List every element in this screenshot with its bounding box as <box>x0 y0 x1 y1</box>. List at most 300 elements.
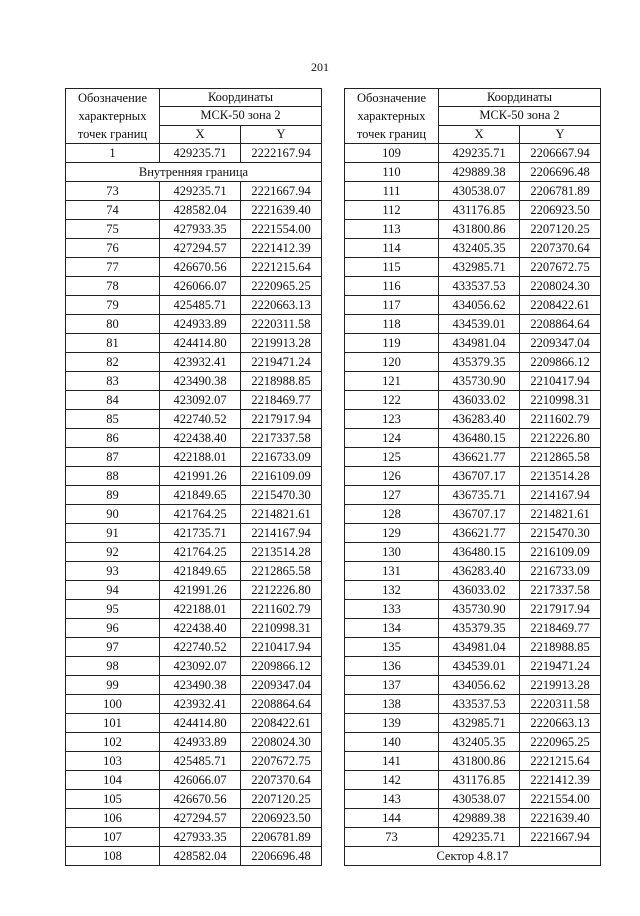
table-row <box>345 676 601 695</box>
table-row <box>345 809 601 828</box>
header-row <box>66 89 322 107</box>
table-row <box>66 543 322 562</box>
x-coordinate-cell: 431176.85 <box>439 201 520 220</box>
x-coordinate-cell: 429235.71 <box>160 182 241 201</box>
x-coordinate-cell: 421991.26 <box>160 467 241 486</box>
table-row <box>345 638 601 657</box>
table-row <box>345 695 601 714</box>
x-coordinate-cell: 435730.90 <box>439 600 520 619</box>
point-number-cell: 81 <box>66 334 160 353</box>
table-row <box>345 239 601 258</box>
table-row <box>345 733 601 752</box>
x-coordinate-cell: 434056.62 <box>439 296 520 315</box>
table-row <box>345 828 601 847</box>
table-row <box>345 448 601 467</box>
table-row <box>66 505 322 524</box>
table-row <box>66 619 322 638</box>
col-y-header: Y <box>520 125 601 143</box>
x-coordinate-cell: 436283.40 <box>439 562 520 581</box>
y-coordinate-cell: 2221412.39 <box>241 239 322 258</box>
point-number-cell: 82 <box>66 353 160 372</box>
y-coordinate-cell: 2214821.61 <box>241 505 322 524</box>
y-coordinate-cell: 2220965.25 <box>241 277 322 296</box>
table-row <box>66 372 322 391</box>
point-number-cell: 86 <box>66 429 160 448</box>
y-coordinate-cell: 2220663.13 <box>520 714 601 733</box>
table-row <box>345 657 601 676</box>
point-number-cell: 83 <box>66 372 160 391</box>
point-number-cell: 131 <box>345 562 439 581</box>
x-coordinate-cell: 436707.17 <box>439 505 520 524</box>
point-number-cell: 129 <box>345 524 439 543</box>
header-row <box>345 89 601 107</box>
y-coordinate-cell: 2220663.13 <box>241 296 322 315</box>
x-coordinate-cell: 430538.07 <box>439 790 520 809</box>
x-coordinate-cell: 425485.71 <box>160 752 241 771</box>
y-coordinate-cell: 2221412.39 <box>520 771 601 790</box>
point-number-cell: 126 <box>345 467 439 486</box>
y-coordinate-cell: 2211602.79 <box>241 600 322 619</box>
y-coordinate-cell: 2217337.58 <box>520 581 601 600</box>
y-coordinate-cell: 2216109.09 <box>241 467 322 486</box>
y-coordinate-cell: 2206696.48 <box>241 847 322 866</box>
point-number-cell: 143 <box>345 790 439 809</box>
point-number-cell: 115 <box>345 258 439 277</box>
point-number-cell: 122 <box>345 391 439 410</box>
x-coordinate-cell: 436621.77 <box>439 448 520 467</box>
point-number-cell: 96 <box>66 619 160 638</box>
x-coordinate-cell: 422188.01 <box>160 600 241 619</box>
x-coordinate-cell: 429235.71 <box>439 144 520 163</box>
point-number-cell: 97 <box>66 638 160 657</box>
point-number-cell: 79 <box>66 296 160 315</box>
y-coordinate-cell: 2208864.64 <box>241 695 322 714</box>
col-y-header: Y <box>241 125 322 143</box>
x-coordinate-cell: 422740.52 <box>160 638 241 657</box>
y-coordinate-cell: 2208422.61 <box>520 296 601 315</box>
y-coordinate-cell: 2217337.58 <box>241 429 322 448</box>
x-coordinate-cell: 423490.38 <box>160 676 241 695</box>
x-coordinate-cell: 422188.01 <box>160 448 241 467</box>
y-coordinate-cell: 2207672.75 <box>241 752 322 771</box>
coordinates-table-right <box>344 88 601 866</box>
y-coordinate-cell: 2216733.09 <box>241 448 322 467</box>
y-coordinate-cell: 2208024.30 <box>520 277 601 296</box>
x-coordinate-cell: 421849.65 <box>160 562 241 581</box>
y-coordinate-cell: 2216109.09 <box>520 543 601 562</box>
x-coordinate-cell: 431176.85 <box>439 771 520 790</box>
point-number-cell: 113 <box>345 220 439 239</box>
x-coordinate-cell: 432985.71 <box>439 258 520 277</box>
point-number-cell: 112 <box>345 201 439 220</box>
x-coordinate-cell: 436735.71 <box>439 486 520 505</box>
table-row <box>345 486 601 505</box>
x-coordinate-cell: 434981.04 <box>439 638 520 657</box>
coords-title-line: Координаты <box>160 89 322 107</box>
y-coordinate-cell: 2220311.58 <box>241 315 322 334</box>
table-row <box>66 429 322 448</box>
y-coordinate-cell: 2207370.64 <box>241 771 322 790</box>
y-coordinate-cell: 2213514.28 <box>241 543 322 562</box>
table-row <box>345 277 601 296</box>
table-row <box>66 201 322 220</box>
point-number-cell: 106 <box>66 809 160 828</box>
x-coordinate-cell: 433537.53 <box>439 695 520 714</box>
y-coordinate-cell: 2208864.64 <box>520 315 601 334</box>
point-label-line: характерных <box>357 109 426 123</box>
table-row <box>66 790 322 809</box>
y-coordinate-cell: 2220965.25 <box>520 733 601 752</box>
point-number-cell: 130 <box>345 543 439 562</box>
table-row <box>66 847 322 866</box>
x-coordinate-cell: 435379.35 <box>439 353 520 372</box>
y-coordinate-cell: 2209347.04 <box>241 676 322 695</box>
point-number-cell: 136 <box>345 657 439 676</box>
table-row <box>66 809 322 828</box>
x-coordinate-cell: 433537.53 <box>439 277 520 296</box>
table-row <box>66 315 322 334</box>
point-number-cell: 135 <box>345 638 439 657</box>
table-row <box>345 258 601 277</box>
x-coordinate-cell: 423092.07 <box>160 391 241 410</box>
point-number-cell: 137 <box>345 676 439 695</box>
point-number-cell: 75 <box>66 220 160 239</box>
table-row <box>345 600 601 619</box>
table-row <box>345 524 601 543</box>
col-x-header: X <box>160 125 241 143</box>
col-x-header: X <box>439 125 520 143</box>
section-title: Сектор 4.8.17 <box>345 847 601 866</box>
point-number-cell: 100 <box>66 695 160 714</box>
x-coordinate-cell: 434981.04 <box>439 334 520 353</box>
x-coordinate-cell: 428582.04 <box>160 201 241 220</box>
point-number-cell: 127 <box>345 486 439 505</box>
y-coordinate-cell: 2212865.58 <box>241 562 322 581</box>
table-row <box>66 752 322 771</box>
point-number-cell: 73 <box>66 182 160 201</box>
point-number-cell: 132 <box>345 581 439 600</box>
point-label-line: точек границ <box>77 127 148 141</box>
y-coordinate-cell: 2221215.64 <box>241 258 322 277</box>
point-number-cell: 78 <box>66 277 160 296</box>
y-coordinate-cell: 2218988.85 <box>241 372 322 391</box>
point-label-header <box>345 89 439 144</box>
table-row <box>345 467 601 486</box>
point-number-cell: 87 <box>66 448 160 467</box>
point-number-cell: 91 <box>66 524 160 543</box>
y-coordinate-cell: 2209866.12 <box>520 353 601 372</box>
table-row <box>66 353 322 372</box>
x-coordinate-cell: 431800.86 <box>439 752 520 771</box>
y-coordinate-cell: 2219913.28 <box>241 334 322 353</box>
y-coordinate-cell: 2206781.89 <box>520 182 601 201</box>
point-number-cell: 114 <box>345 239 439 258</box>
table-row <box>66 524 322 543</box>
point-number-cell: 90 <box>66 505 160 524</box>
x-coordinate-cell: 426066.07 <box>160 277 241 296</box>
x-coordinate-cell: 421849.65 <box>160 486 241 505</box>
table-row <box>66 486 322 505</box>
y-coordinate-cell: 2219471.24 <box>241 353 322 372</box>
table-row <box>66 733 322 752</box>
x-coordinate-cell: 435730.90 <box>439 372 520 391</box>
coords-title-line: МСК-50 зона 2 <box>160 107 322 125</box>
x-coordinate-cell: 431800.86 <box>439 220 520 239</box>
section-row <box>66 163 322 182</box>
table-row <box>345 372 601 391</box>
x-coordinate-cell: 424933.89 <box>160 315 241 334</box>
x-coordinate-cell: 426066.07 <box>160 771 241 790</box>
y-coordinate-cell: 2206923.50 <box>241 809 322 828</box>
y-coordinate-cell: 2221667.94 <box>241 182 322 201</box>
point-number-cell: 95 <box>66 600 160 619</box>
x-coordinate-cell: 429235.71 <box>439 828 520 847</box>
table-row <box>66 410 322 429</box>
y-coordinate-cell: 2208024.30 <box>241 733 322 752</box>
point-number-cell: 138 <box>345 695 439 714</box>
coords-title-line: Координаты <box>439 89 601 107</box>
table-row <box>66 467 322 486</box>
y-coordinate-cell: 2218469.77 <box>241 391 322 410</box>
point-number-cell: 111 <box>345 182 439 201</box>
point-label-line: Обозначение <box>77 91 148 105</box>
point-number-cell: 85 <box>66 410 160 429</box>
point-number-cell: 101 <box>66 714 160 733</box>
y-coordinate-cell: 2209347.04 <box>520 334 601 353</box>
table-row <box>345 410 601 429</box>
x-coordinate-cell: 421764.25 <box>160 543 241 562</box>
x-coordinate-cell: 422438.40 <box>160 429 241 448</box>
point-number-cell: 74 <box>66 201 160 220</box>
y-coordinate-cell: 2207120.25 <box>520 220 601 239</box>
x-coordinate-cell: 436707.17 <box>439 467 520 486</box>
point-number-cell: 119 <box>345 334 439 353</box>
table-row <box>66 448 322 467</box>
x-coordinate-cell: 428582.04 <box>160 847 241 866</box>
x-coordinate-cell: 429889.38 <box>439 163 520 182</box>
table-row <box>345 315 601 334</box>
x-coordinate-cell: 423490.38 <box>160 372 241 391</box>
point-label-header <box>66 89 160 144</box>
point-number-cell: 105 <box>66 790 160 809</box>
point-label-line: Обозначение <box>356 91 427 105</box>
table-row <box>66 182 322 201</box>
point-number-cell: 98 <box>66 657 160 676</box>
y-coordinate-cell: 2218988.85 <box>520 638 601 657</box>
y-coordinate-cell: 2216733.09 <box>520 562 601 581</box>
point-number-cell: 139 <box>345 714 439 733</box>
x-coordinate-cell: 422740.52 <box>160 410 241 429</box>
table-row <box>66 695 322 714</box>
x-coordinate-cell: 422438.40 <box>160 619 241 638</box>
point-number-cell: 104 <box>66 771 160 790</box>
table-row <box>66 714 322 733</box>
y-coordinate-cell: 2220311.58 <box>520 695 601 714</box>
point-number-cell: 94 <box>66 581 160 600</box>
x-coordinate-cell: 436621.77 <box>439 524 520 543</box>
table-row <box>66 239 322 258</box>
table-row <box>345 543 601 562</box>
table-row <box>345 581 601 600</box>
y-coordinate-cell: 2217917.94 <box>241 410 322 429</box>
point-number-cell: 103 <box>66 752 160 771</box>
section-title: Внутренняя граница <box>66 163 322 182</box>
table-row <box>345 391 601 410</box>
point-number-cell: 117 <box>345 296 439 315</box>
x-coordinate-cell: 426670.56 <box>160 258 241 277</box>
y-coordinate-cell: 2210417.94 <box>241 638 322 657</box>
point-number-cell: 142 <box>345 771 439 790</box>
x-coordinate-cell: 421735.71 <box>160 524 241 543</box>
x-coordinate-cell: 423932.41 <box>160 695 241 714</box>
x-coordinate-cell: 429235.71 <box>160 144 241 163</box>
y-coordinate-cell: 2212865.58 <box>520 448 601 467</box>
table-row <box>66 676 322 695</box>
x-coordinate-cell: 434539.01 <box>439 315 520 334</box>
coordinates-table-left <box>65 88 322 866</box>
table-row <box>345 771 601 790</box>
table-row <box>345 752 601 771</box>
table-row <box>345 562 601 581</box>
point-number-cell: 140 <box>345 733 439 752</box>
x-coordinate-cell: 436033.02 <box>439 391 520 410</box>
y-coordinate-cell: 2221667.94 <box>520 828 601 847</box>
y-coordinate-cell: 2208422.61 <box>241 714 322 733</box>
table-row <box>345 505 601 524</box>
table-row <box>345 182 601 201</box>
point-number-cell: 107 <box>66 828 160 847</box>
y-coordinate-cell: 2218469.77 <box>520 619 601 638</box>
y-coordinate-cell: 2210417.94 <box>520 372 601 391</box>
x-coordinate-cell: 423932.41 <box>160 353 241 372</box>
y-coordinate-cell: 2211602.79 <box>520 410 601 429</box>
point-label-line: точек границ <box>356 127 427 141</box>
y-coordinate-cell: 2206923.50 <box>520 201 601 220</box>
point-number-cell: 1 <box>66 144 160 163</box>
table-row <box>345 619 601 638</box>
y-coordinate-cell: 2217917.94 <box>520 600 601 619</box>
x-coordinate-cell: 426670.56 <box>160 790 241 809</box>
table-row <box>345 714 601 733</box>
y-coordinate-cell: 2219471.24 <box>520 657 601 676</box>
point-number-cell: 141 <box>345 752 439 771</box>
y-coordinate-cell: 2221215.64 <box>520 752 601 771</box>
table-row <box>66 334 322 353</box>
x-coordinate-cell: 429889.38 <box>439 809 520 828</box>
x-coordinate-cell: 436480.15 <box>439 543 520 562</box>
table-row <box>345 163 601 182</box>
x-coordinate-cell: 435379.35 <box>439 619 520 638</box>
point-label-line: характерных <box>78 109 147 123</box>
point-number-cell: 73 <box>345 828 439 847</box>
section-row <box>345 847 601 866</box>
table-row <box>66 562 322 581</box>
point-number-cell: 88 <box>66 467 160 486</box>
x-coordinate-cell: 421991.26 <box>160 581 241 600</box>
x-coordinate-cell: 436033.02 <box>439 581 520 600</box>
y-coordinate-cell: 2219913.28 <box>520 676 601 695</box>
y-coordinate-cell: 2207370.64 <box>520 239 601 258</box>
y-coordinate-cell: 2206667.94 <box>520 144 601 163</box>
table-row <box>345 790 601 809</box>
table-row <box>345 429 601 448</box>
point-number-cell: 77 <box>66 258 160 277</box>
table-row <box>66 144 322 163</box>
y-coordinate-cell: 2222167.94 <box>241 144 322 163</box>
table-row <box>66 220 322 239</box>
point-number-cell: 93 <box>66 562 160 581</box>
x-coordinate-cell: 424414.80 <box>160 334 241 353</box>
y-coordinate-cell: 2221639.40 <box>241 201 322 220</box>
table-row <box>66 391 322 410</box>
y-coordinate-cell: 2206781.89 <box>241 828 322 847</box>
table-row <box>66 600 322 619</box>
table-row <box>66 258 322 277</box>
y-coordinate-cell: 2221554.00 <box>241 220 322 239</box>
point-number-cell: 123 <box>345 410 439 429</box>
table-row <box>66 277 322 296</box>
point-number-cell: 133 <box>345 600 439 619</box>
x-coordinate-cell: 427294.57 <box>160 809 241 828</box>
y-coordinate-cell: 2215470.30 <box>520 524 601 543</box>
x-coordinate-cell: 421764.25 <box>160 505 241 524</box>
point-number-cell: 118 <box>345 315 439 334</box>
x-coordinate-cell: 432405.35 <box>439 733 520 752</box>
y-coordinate-cell: 2207672.75 <box>520 258 601 277</box>
x-coordinate-cell: 427294.57 <box>160 239 241 258</box>
y-coordinate-cell: 2206696.48 <box>520 163 601 182</box>
x-coordinate-cell: 430538.07 <box>439 182 520 201</box>
point-number-cell: 89 <box>66 486 160 505</box>
point-number-cell: 99 <box>66 676 160 695</box>
y-coordinate-cell: 2213514.28 <box>520 467 601 486</box>
x-coordinate-cell: 427933.35 <box>160 220 241 239</box>
point-number-cell: 134 <box>345 619 439 638</box>
y-coordinate-cell: 2210998.31 <box>520 391 601 410</box>
y-coordinate-cell: 2210998.31 <box>241 619 322 638</box>
table-row <box>66 771 322 790</box>
table-row <box>66 828 322 847</box>
point-number-cell: 144 <box>345 809 439 828</box>
point-number-cell: 128 <box>345 505 439 524</box>
y-coordinate-cell: 2221639.40 <box>520 809 601 828</box>
x-coordinate-cell: 423092.07 <box>160 657 241 676</box>
table-row <box>345 353 601 372</box>
y-coordinate-cell: 2214167.94 <box>520 486 601 505</box>
point-number-cell: 120 <box>345 353 439 372</box>
y-coordinate-cell: 2221554.00 <box>520 790 601 809</box>
x-coordinate-cell: 432985.71 <box>439 714 520 733</box>
point-number-cell: 92 <box>66 543 160 562</box>
x-coordinate-cell: 436283.40 <box>439 410 520 429</box>
y-coordinate-cell: 2214167.94 <box>241 524 322 543</box>
table-row <box>66 657 322 676</box>
x-coordinate-cell: 425485.71 <box>160 296 241 315</box>
table-row <box>345 220 601 239</box>
x-coordinate-cell: 434539.01 <box>439 657 520 676</box>
point-number-cell: 124 <box>345 429 439 448</box>
y-coordinate-cell: 2212226.80 <box>520 429 601 448</box>
table-row <box>66 296 322 315</box>
table-row <box>345 144 601 163</box>
y-coordinate-cell: 2214821.61 <box>520 505 601 524</box>
y-coordinate-cell: 2215470.30 <box>241 486 322 505</box>
point-number-cell: 116 <box>345 277 439 296</box>
table-row <box>66 638 322 657</box>
point-number-cell: 110 <box>345 163 439 182</box>
table-row <box>345 201 601 220</box>
x-coordinate-cell: 432405.35 <box>439 239 520 258</box>
